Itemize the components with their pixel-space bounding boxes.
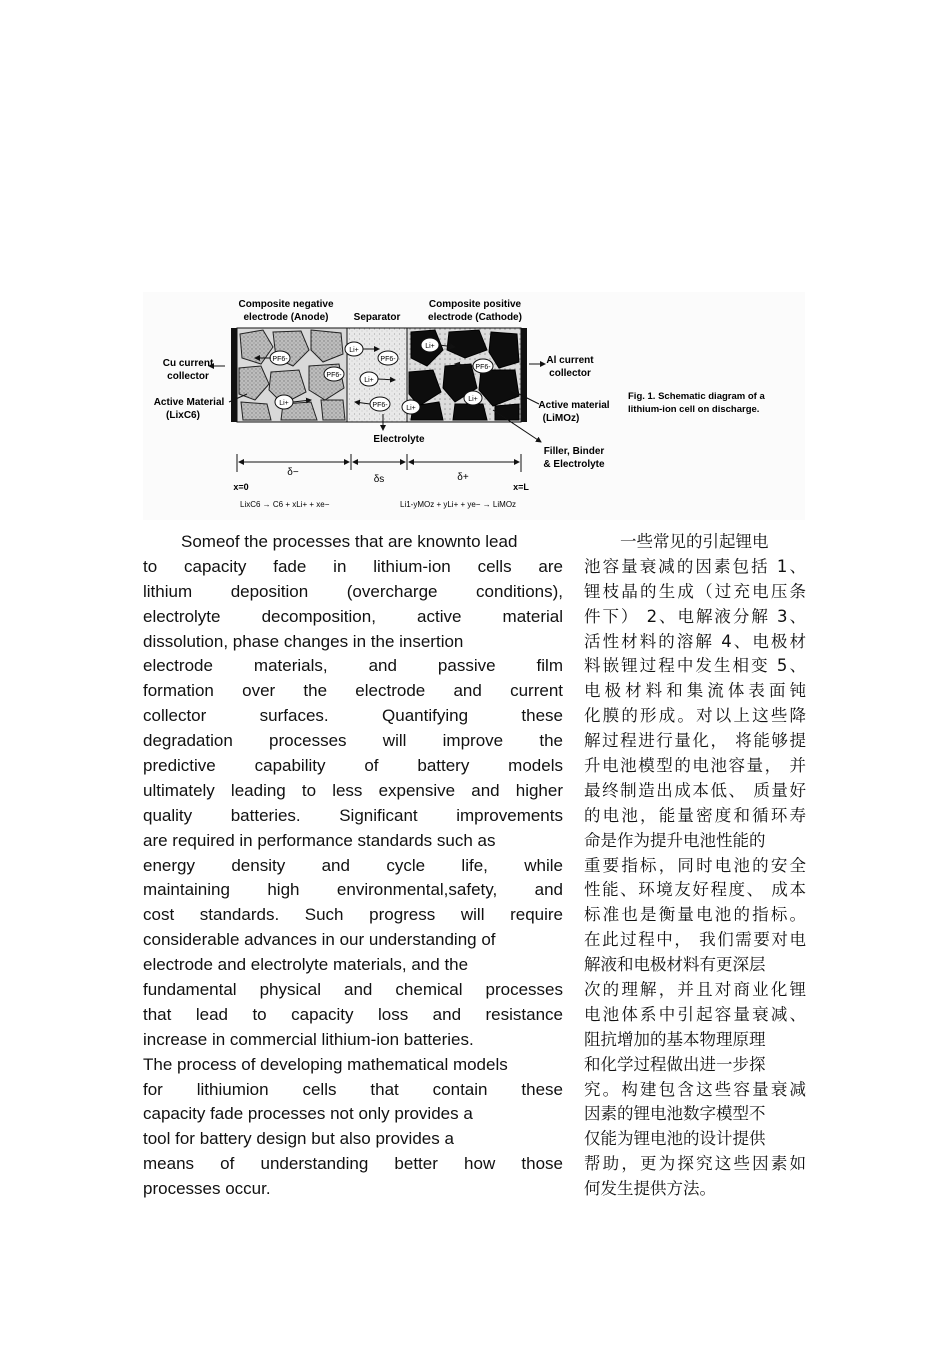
active-pos-label-2: (LiMOz) <box>542 413 580 424</box>
li-ion-5 <box>464 391 482 405</box>
li-ion-1 <box>275 395 293 409</box>
al-collector <box>521 328 527 422</box>
chinese-line: 池容量衰减的因素包括 1、 <box>584 556 806 576</box>
chinese-line: 解过程进行量化， 将能够提 <box>584 731 806 751</box>
cu-collector <box>231 328 237 422</box>
pf6-ion-3 <box>378 351 398 365</box>
chinese-line: 电池体系中引起容量衰减、 <box>584 1004 806 1024</box>
english-line: capacity fade processes not only provides a <box>143 1104 473 1124</box>
english-line: means of understanding better how those <box>143 1154 563 1174</box>
svg-text:PF6-: PF6- <box>380 356 396 363</box>
svg-text:Li+: Li+ <box>425 343 435 350</box>
delta-plus-label: δ+ <box>457 472 469 483</box>
delta-minus-label: δ− <box>287 467 299 478</box>
chinese-line: 件下） 2、电解液分解 3、 <box>584 606 806 626</box>
english-line: ultimately leading to less expensive and higher <box>143 780 563 800</box>
chinese-line: 活性材料的溶解 4、电极材 <box>584 631 806 651</box>
separator-label: Separator <box>353 312 401 323</box>
chinese-line: 仅能为锂电池的设计提供 <box>584 1129 766 1149</box>
chinese-line: 一些常见的引起锂电 <box>620 532 769 551</box>
chinese-line: 电极材料和集流体表面钝 <box>584 681 806 701</box>
figure-caption-2: lithium-ion cell on discharge. <box>628 404 760 415</box>
svg-text:PF6-: PF6- <box>475 364 491 371</box>
english-line: that lead to capacity loss and resistance <box>143 1004 563 1024</box>
li-ion-2 <box>345 342 363 356</box>
english-line: fundamental physical and chemical processes <box>143 980 563 1000</box>
english-line: The process of developing mathematical models <box>143 1054 508 1074</box>
english-line: electrolyte decomposition, active material <box>143 606 563 626</box>
english-line: to capacity fade in lithium-ion cells are <box>143 556 563 576</box>
english-line: formation over the electrode and current <box>143 681 563 701</box>
chinese-line: 最终制造出成本低、 质量好 <box>584 780 806 800</box>
svg-text:Li+: Li+ <box>349 347 359 354</box>
figure-caption-1: Fig. 1. Schematic diagram of a <box>628 391 765 402</box>
english-line: dissolution, phase changes in the insertion <box>143 631 464 651</box>
anode-label-1: Composite negative <box>238 299 334 310</box>
chinese-line: 究。构建包含这些容量衰减 <box>584 1079 806 1099</box>
english-line: maintaining high environmental,safety, and <box>143 880 563 900</box>
chinese-line: 升电池模型的电池容量， 并 <box>584 756 806 776</box>
active-neg-label-1: Active Material <box>153 397 225 408</box>
al-label-1: Al current <box>546 355 594 366</box>
english-line: predictive capability of battery models <box>143 756 563 776</box>
electrolyte-label: Electrolyte <box>373 434 425 445</box>
english-line: cost standards. Such progress will require <box>143 905 563 925</box>
chinese-line: 标准也是衡量电池的指标。 <box>584 905 806 925</box>
english-line: for lithiumion cells that contain these <box>143 1079 563 1099</box>
svg-text:PF6-: PF6- <box>372 402 388 409</box>
cu-label-2: collector <box>167 371 209 382</box>
chinese-line: 帮助，更为探究这些因素如 <box>584 1154 806 1174</box>
chinese-line: 重要指标，同时电池的安全 <box>584 855 806 875</box>
pf6-ion-1 <box>270 351 290 365</box>
svg-text:Li+: Li+ <box>279 400 289 407</box>
english-line: collector surfaces. Quantifying these <box>143 706 563 726</box>
li-ion-4 <box>421 338 439 352</box>
english-line: tool for battery design but also provides a <box>143 1129 454 1149</box>
anode-label-2: electrode (Anode) <box>243 312 329 323</box>
x0-label: x=0 <box>233 482 249 492</box>
xl-label: x=L <box>513 482 529 492</box>
reaction-anode: LixC6 → C6 + xLi+ + xe− <box>240 500 330 509</box>
filler-label-1: Filler, Binder <box>543 446 605 457</box>
active-neg-label-2: (LixC6) <box>166 410 200 421</box>
filler-label-2: & Electrolyte <box>543 459 605 470</box>
cathode-label-1: Composite positive <box>428 299 522 310</box>
chinese-line: 阻抗增加的基本物理原理 <box>584 1029 766 1049</box>
active-pos-label-1: Active material <box>538 400 610 411</box>
chinese-line: 在此过程中， 我们需要对电 <box>584 930 806 950</box>
english-line: lithium deposition (overcharge conditions), <box>143 581 563 601</box>
english-paragraph <box>143 530 563 1202</box>
english-line: degradation processes will improve the <box>143 731 563 751</box>
svg-text:PF6-: PF6- <box>326 372 342 379</box>
chinese-line: 化膜的形成。对以上这些降 <box>584 706 806 726</box>
english-line: electrode materials, and passive film <box>143 656 563 676</box>
svg-text:Li+: Li+ <box>364 377 374 384</box>
pf6-ion-5 <box>473 359 493 373</box>
chinese-line: 何发生提供方法。 <box>584 1179 716 1199</box>
english-line: are required in performance standards such as <box>143 830 496 850</box>
al-label-2: collector <box>549 368 591 379</box>
english-line: considerable advances in our understanding of <box>143 930 496 950</box>
lithium-ion-cell-schematic <box>143 292 805 520</box>
chinese-line: 和化学过程做出进一步探 <box>584 1054 766 1074</box>
li-ion-3 <box>360 372 378 386</box>
cu-label-1: Cu current <box>162 358 214 369</box>
english-line: Someof the processes that are knownto lead <box>181 532 518 551</box>
chinese-line: 次的理解，并且对商业化锂 <box>584 980 806 1000</box>
chinese-line: 料嵌锂过程中发生相变 5、 <box>584 656 806 676</box>
chinese-line: 解液和电极材料有更深层 <box>584 955 766 975</box>
chinese-line: 性能、环境友好程度、 成本 <box>584 880 806 900</box>
delta-s-label: δs <box>373 474 385 485</box>
english-line: processes occur. <box>143 1179 271 1199</box>
chinese-line: 命是作为提升电池性能的 <box>584 830 766 850</box>
pf6-ion-2 <box>324 367 344 381</box>
english-line: electrode and electrolyte materials, and the <box>143 955 469 975</box>
chinese-paragraph <box>584 530 806 1202</box>
english-line: quality batteries. Significant improvements <box>143 805 563 825</box>
svg-text:Li+: Li+ <box>406 405 416 412</box>
english-line: increase in commercial lithium-ion batteries. <box>143 1029 474 1049</box>
chinese-line: 因素的锂电池数字模型不 <box>584 1104 766 1124</box>
english-line: energy density and cycle life, while <box>143 855 563 875</box>
chinese-line: 的电池，能量密度和循环寿 <box>584 805 806 825</box>
svg-text:Li+: Li+ <box>468 396 478 403</box>
pf6-ion-4 <box>370 397 390 411</box>
cathode-label-2: electrode (Cathode) <box>428 312 522 323</box>
chinese-line: 锂枝晶的生成（过充电压条 <box>584 581 806 601</box>
svg-text:PF6-: PF6- <box>272 356 288 363</box>
reaction-cathode: Li1-yMOz + yLi+ + ye− → LiMOz <box>400 500 517 509</box>
li-ion-6 <box>402 400 420 414</box>
